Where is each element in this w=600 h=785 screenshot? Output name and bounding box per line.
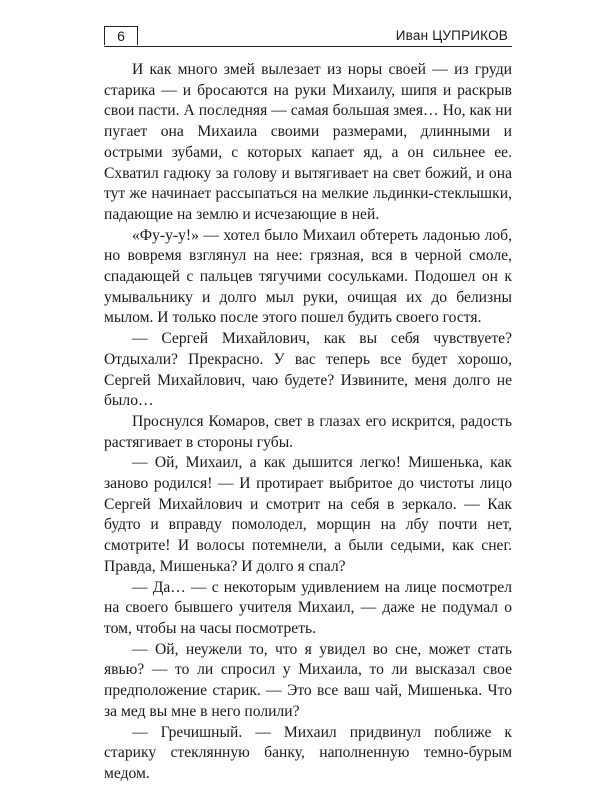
paragraph: — Ой, неужели то, что я увидел во сне, может стать явью? — то ли спросил у Михаила, то ли высказал свое предположение старик. — Это все ваш чай, Мишенька. Что за мед вы мне в него полили? xyxy=(104,640,512,720)
paragraph: — Гречишный. — Михаил придвинул поближе к старику стеклянную банку, наполненную темно-бурым медом. xyxy=(104,723,512,782)
author-name: Иван ЦУПРИКОВ xyxy=(395,28,508,43)
paragraph: «Фу-у-у!» — хотел было Михаил обтереть ладонью лоб, но вовремя взглянул на нее: грязная, вся в черной смоле, спадающей с пальцев тягучими сосульками. Подошел он к умывальнику и долго мыл руки, очищая их до белизны мылом. И только после этого пошел будить своего гостя. xyxy=(104,226,512,327)
page-number: 6 xyxy=(104,26,138,45)
paragraph: Проснулся Комаров, свет в глазах его искрится, радость растягивает в стороны губы. xyxy=(104,412,512,451)
running-header xyxy=(104,26,512,47)
paragraph: — Ой, Михаил, а как дышится легко! Мишенька, как заново родился! — И протирает выбритое до чистоты лицо Сергей Михайлович и смотрит на себя в зеркало. — Как будто и вправду помолодел, морщин на лбу почти нет, смотрите! И волосы потемнели, а были седыми, как снег. Правда, Мишенька? И долго я спал? xyxy=(104,454,512,575)
paragraph: — Да… — с некоторым удивлением на лице посмотрел на своего бывшего учителя Михаил, — даже не подумал о том, чтобы на часы посмотреть. xyxy=(104,578,512,637)
paragraph: И как много змей вылезает из норы своей — из груди старика — и бросаются на руки Михаилу, шипя и раскрыв свои пасти. А последняя — самая большая змея… Но, как ни пугает она Михаила своими размерами, длинными и острыми зубами, с которых капает яд, а он сильнее ее. Схватил гадюку за голову и вытягивает на свет божий, и она тут же начинает рассыпаться на мелкие льдинки-стеклышки, падающие на землю и исчезающие в ней. xyxy=(104,61,512,223)
body-text xyxy=(104,60,512,785)
paragraph: — Сергей Михайлович, как вы себя чувствуете? Отдыхали? Прекрасно. У вас теперь все будет хорошо, Сергей Михайлович, чаю будете? Извините, меня долго не было… xyxy=(104,330,512,410)
